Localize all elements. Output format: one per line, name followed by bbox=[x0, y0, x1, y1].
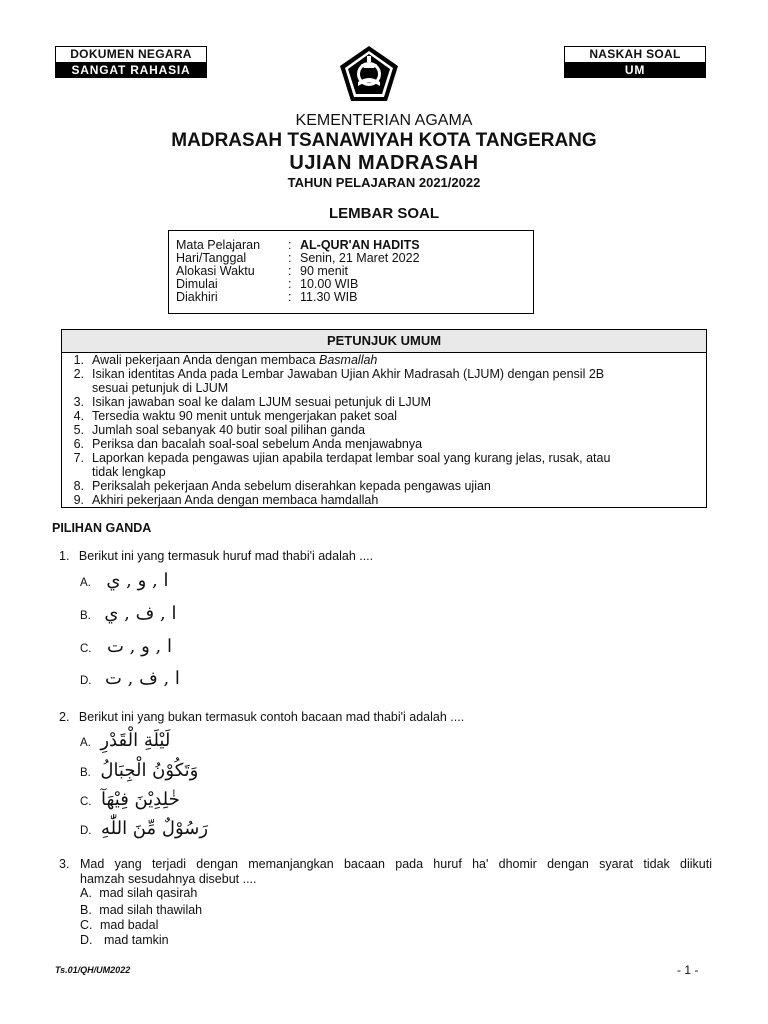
question-number: 2. bbox=[59, 710, 70, 724]
info-value: 10.00 WIB bbox=[300, 277, 359, 291]
school-year: TAHUN PELAJARAN 2021/2022 bbox=[287, 175, 481, 190]
answer-option[interactable]: D. mad tamkin bbox=[80, 933, 169, 947]
info-value: 90 menit bbox=[300, 264, 348, 278]
answer-option[interactable]: A. لَيْلَةِ الْقَدْرِ bbox=[80, 730, 171, 751]
answer-option[interactable]: A. mad silah qasirah bbox=[80, 886, 198, 900]
answer-option[interactable]: B. mad silah thawilah bbox=[80, 903, 203, 917]
answer-option[interactable]: C. خٰلِدِيْنَ فِيْهَآ bbox=[80, 789, 180, 810]
question-number: 3. bbox=[59, 857, 70, 871]
classification-level: SANGAT RAHASIA bbox=[56, 63, 206, 77]
info-row-start: Dimulai : 10.00 WIB bbox=[176, 277, 359, 291]
ministry-emblem-icon bbox=[336, 44, 402, 104]
page-number: - 1 - bbox=[677, 963, 699, 977]
document-code: Ts.01/QH/UM2022 bbox=[55, 965, 131, 975]
exam-info-box bbox=[168, 230, 534, 314]
info-value: Senin, 21 Maret 2022 bbox=[300, 251, 420, 265]
info-value: 11.30 WIB bbox=[300, 290, 358, 304]
classification-box bbox=[55, 46, 207, 78]
info-row-end: Diakhiri : 11.30 WIB bbox=[176, 290, 358, 304]
sheet-title: LEMBAR SOAL bbox=[329, 205, 439, 222]
instructions-heading: PETUNJUK UMUM bbox=[62, 330, 706, 353]
info-row-duration: Alokasi Waktu : 90 menit bbox=[176, 264, 348, 278]
question-number: 1. bbox=[59, 549, 70, 563]
info-label: Alokasi Waktu bbox=[176, 264, 255, 278]
question-1 bbox=[59, 549, 373, 563]
question-text: Berikut ini yang bukan termasuk contoh bacaan mad thabi'i adalah .... bbox=[78, 710, 465, 724]
info-value: AL-QUR'AN HADITS bbox=[300, 238, 420, 252]
section-heading: PILIHAN GANDA bbox=[52, 521, 152, 535]
question-text: Mad yang terjadi dengan memanjangkan bacaan pada huruf ha' dhomir dengan syarat tidak diikuti bbox=[80, 857, 712, 871]
question-2 bbox=[59, 710, 464, 724]
document-type-label: NASKAH SOAL bbox=[565, 47, 705, 63]
answer-option[interactable]: A. ا , و , ي bbox=[80, 570, 169, 591]
info-label: Diakhiri bbox=[176, 290, 218, 304]
ministry-title: KEMENTERIAN AGAMA bbox=[295, 112, 473, 129]
general-instructions-box: PETUNJUK UMUM 1. Awali pekerjaan Anda dengan membaca Basmallah 2. Isikan identitas Anda pada Lembar Jawaban Ujian Akhir Madrasah (LJUM) dengan pensil 2B sesuai petunjuk di LJUM 3. Isikan jawaban soal ke dalam LJUM sesuai petunjuk di LJUM 4. Tersedia waktu 90 menit untuk mengerjakan paket soal 5. Jumlah soal sebanyak 40 butir soal pilihan ganda 6. Periksa dan bacalah soal-soal sebelum Anda menjawabnya 7. Laporkan kepada pengawas ujian apabila terdapat lembar soal yang kurang jelas, rusak, atau tidak lengkap 8. Periksalah pekerjaan Anda sebelum diserahkan kepada pengawas ujian 9. Akhiri pekerjaan Anda dengan membaca hamdallah bbox=[61, 329, 707, 508]
document-type-code: UM bbox=[565, 63, 705, 77]
exam-title: UJIAN MADRASAH bbox=[289, 152, 479, 174]
question-text: Berikut ini yang termasuk huruf mad thabi'i adalah .... bbox=[78, 549, 374, 563]
school-title: MADRASAH TSANAWIYAH KOTA TANGERANG bbox=[171, 130, 597, 151]
document-type-box bbox=[564, 46, 706, 78]
info-label: Mata Pelajaran bbox=[176, 238, 261, 252]
info-label: Dimulai bbox=[176, 277, 218, 291]
answer-option[interactable]: B. ا , ف , ي bbox=[80, 603, 177, 624]
question-text-cont: hamzah sesudahnya disebut .... bbox=[80, 872, 257, 886]
answer-option[interactable]: C. mad badal bbox=[80, 918, 159, 932]
answer-option[interactable]: D. رَسُوْلٌ مِّنَ اللّٰهِ bbox=[80, 818, 209, 839]
info-row-date: Hari/Tanggal : Senin, 21 Maret 2022 bbox=[176, 251, 420, 265]
answer-option[interactable]: B. وَتَكُوْنُ الْجِبَالُ bbox=[80, 760, 199, 781]
answer-option[interactable]: D. ا , ف , ت bbox=[80, 668, 180, 689]
info-label: Hari/Tanggal bbox=[176, 251, 247, 265]
answer-option[interactable]: C. ا , و , ت bbox=[80, 636, 172, 657]
info-row-subject: Mata Pelajaran : AL-QUR'AN HADITS bbox=[176, 238, 420, 252]
classification-label: DOKUMEN NEGARA bbox=[56, 47, 206, 63]
